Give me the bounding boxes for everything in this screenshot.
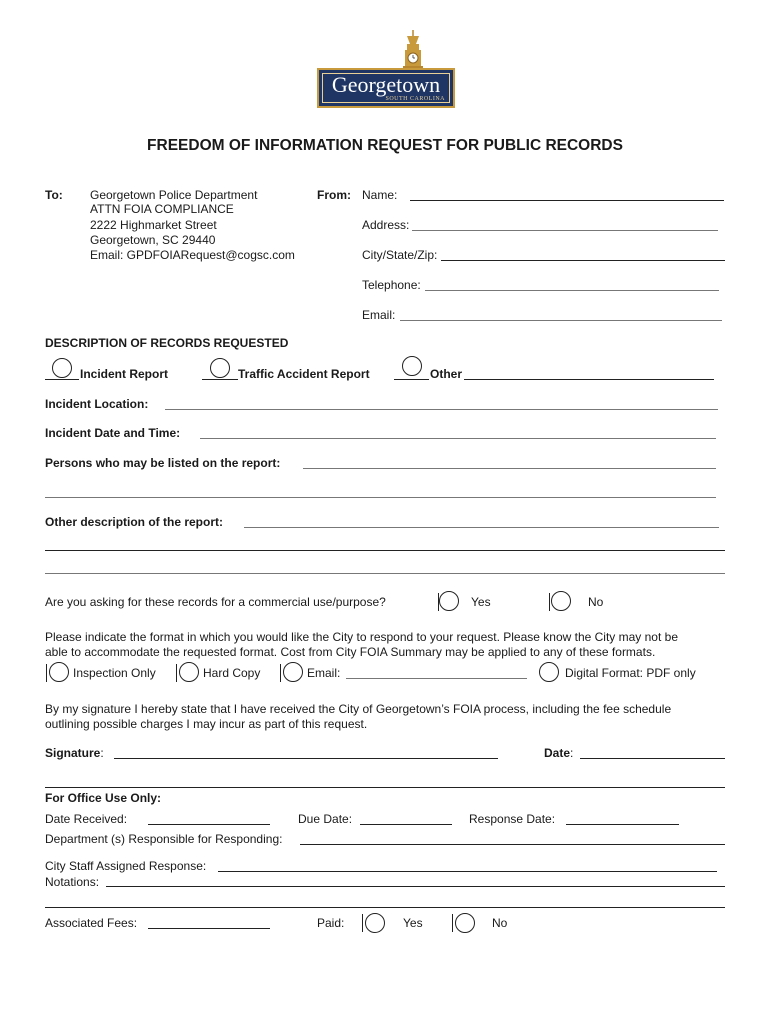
persons-field[interactable] bbox=[303, 468, 716, 469]
date-received-field[interactable] bbox=[148, 824, 270, 825]
notations-field[interactable] bbox=[106, 886, 725, 887]
signature-label bbox=[45, 746, 104, 760]
incident-date-label: Incident Date and Time: bbox=[45, 426, 181, 440]
commercial-yes-label: Yes bbox=[471, 595, 491, 609]
logo-subtitle: SOUTH CAROLINA bbox=[385, 96, 445, 102]
date-label-text: Date bbox=[544, 746, 571, 760]
traffic-report-label: Traffic Accident Report bbox=[238, 367, 370, 381]
paid-yes-radio[interactable] bbox=[365, 913, 385, 933]
paid-no-mark bbox=[452, 914, 453, 932]
traffic-report-underline bbox=[202, 379, 238, 380]
commercial-no-label: No bbox=[588, 595, 604, 609]
incident-date-field[interactable] bbox=[200, 438, 716, 439]
signature-label-text: Signature bbox=[45, 746, 101, 760]
incident-report-radio[interactable] bbox=[52, 358, 72, 378]
from-name-label: Name: bbox=[362, 188, 398, 202]
to-address-line: Georgetown Police Department bbox=[90, 188, 258, 202]
other-underline bbox=[394, 379, 429, 380]
office-heading: For Office Use Only: bbox=[45, 791, 162, 805]
email-format-radio[interactable] bbox=[283, 662, 303, 682]
commercial-yes-radio[interactable] bbox=[439, 591, 459, 611]
other-description-line-3[interactable] bbox=[45, 573, 725, 574]
other-description-field[interactable] bbox=[244, 527, 719, 528]
date-field[interactable] bbox=[580, 758, 725, 759]
from-label: From: bbox=[317, 188, 351, 202]
paid-yes-label: Yes bbox=[403, 916, 423, 930]
staff-field[interactable] bbox=[218, 871, 717, 872]
signature-statement-line-1: By my signature I hereby state that I have received the City of Georgetown’s FOIA process, including the fee schedule bbox=[45, 702, 672, 716]
to-email-line: Email: GPDFOIARequest@cogsc.com bbox=[90, 248, 295, 262]
notations-label: Notations: bbox=[45, 875, 100, 889]
date-label bbox=[544, 746, 573, 760]
other-radio[interactable] bbox=[402, 356, 422, 376]
other-field[interactable] bbox=[464, 379, 714, 380]
hard-copy-radio[interactable] bbox=[179, 662, 199, 682]
fees-field[interactable] bbox=[148, 928, 270, 929]
hard-copy-mark bbox=[176, 664, 177, 682]
incident-report-label: Incident Report bbox=[80, 367, 169, 381]
format-instructions-line-2: able to accommodate the requested format. Cost from City FOIA Summary may be applied to any of these formats. bbox=[45, 645, 656, 659]
persons-label: Persons who may be listed on the report: bbox=[45, 456, 281, 470]
other-description-line-2[interactable] bbox=[45, 550, 725, 551]
other-label: Other bbox=[430, 367, 463, 381]
from-email-field[interactable] bbox=[400, 320, 722, 321]
fees-label: Associated Fees: bbox=[45, 916, 138, 930]
department-label: Department (s) Responsible for Responding: bbox=[45, 832, 283, 846]
incident-report-underline bbox=[45, 379, 79, 380]
from-city-field[interactable] bbox=[441, 260, 725, 261]
commercial-no-mark bbox=[549, 593, 550, 611]
paid-no-radio[interactable] bbox=[455, 913, 475, 933]
incident-location-label: Incident Location: bbox=[45, 397, 149, 411]
response-date-label: Response Date: bbox=[469, 812, 556, 826]
signature-label-colon: : bbox=[100, 746, 104, 760]
to-address-line: 2222 Highmarket Street bbox=[90, 218, 217, 232]
from-telephone-field[interactable] bbox=[425, 290, 719, 291]
from-email-label: Email: bbox=[362, 308, 396, 322]
paid-no-label: No bbox=[492, 916, 508, 930]
inspection-only-radio[interactable] bbox=[49, 662, 69, 682]
due-date-label: Due Date: bbox=[298, 812, 353, 826]
to-address-line: Georgetown, SC 29440 bbox=[90, 233, 216, 247]
email-format-mark bbox=[280, 664, 281, 682]
signature-field[interactable] bbox=[114, 758, 498, 759]
records-heading: DESCRIPTION OF RECORDS REQUESTED bbox=[45, 336, 289, 350]
other-description-label: Other description of the report: bbox=[45, 515, 224, 529]
to-address-line: ATTN FOIA COMPLIANCE bbox=[90, 202, 234, 216]
department-field[interactable] bbox=[300, 844, 725, 845]
paid-label: Paid: bbox=[317, 916, 345, 930]
commercial-no-radio[interactable] bbox=[551, 591, 571, 611]
paid-yes-mark bbox=[362, 914, 363, 932]
from-telephone-label: Telephone: bbox=[362, 278, 421, 292]
from-address-label: Address: bbox=[362, 218, 410, 232]
email-format-field[interactable] bbox=[346, 678, 527, 679]
staff-label: City Staff Assigned Response: bbox=[45, 859, 207, 873]
to-label: To: bbox=[45, 188, 63, 202]
hard-copy-label: Hard Copy bbox=[203, 666, 261, 680]
date-received-label: Date Received: bbox=[45, 812, 128, 826]
notations-line-2[interactable] bbox=[45, 907, 725, 908]
persons-field-continued[interactable] bbox=[45, 497, 716, 498]
due-date-field[interactable] bbox=[360, 824, 452, 825]
digital-format-radio[interactable] bbox=[539, 662, 559, 682]
signature-statement-line-2: outlining possible charges I may incur as part of this request. bbox=[45, 717, 368, 731]
response-date-field[interactable] bbox=[566, 824, 679, 825]
date-label-colon: : bbox=[570, 746, 574, 760]
georgetown-logo bbox=[317, 30, 455, 110]
from-city-label: City/State/Zip: bbox=[362, 248, 438, 262]
incident-location-field[interactable] bbox=[165, 409, 718, 410]
logo-wordmark: Georgetown bbox=[331, 72, 441, 97]
from-name-field[interactable] bbox=[410, 200, 724, 201]
email-format-label: Email: bbox=[307, 666, 341, 680]
from-address-field[interactable] bbox=[412, 230, 718, 231]
commercial-question: Are you asking for these records for a commercial use/purpose? bbox=[45, 595, 386, 609]
inspection-only-label: Inspection Only bbox=[73, 666, 156, 680]
clock-tower-icon bbox=[317, 30, 455, 72]
page-title: FREEDOM OF INFORMATION REQUEST FOR PUBLIC RECORDS bbox=[147, 137, 623, 154]
digital-format-label: Digital Format: PDF only bbox=[565, 666, 696, 680]
format-instructions-line-1: Please indicate the format in which you would like the City to respond to your request. Please know the City may not be bbox=[45, 630, 678, 644]
office-divider bbox=[45, 787, 725, 788]
inspection-mark bbox=[46, 664, 47, 682]
traffic-report-radio[interactable] bbox=[210, 358, 230, 378]
